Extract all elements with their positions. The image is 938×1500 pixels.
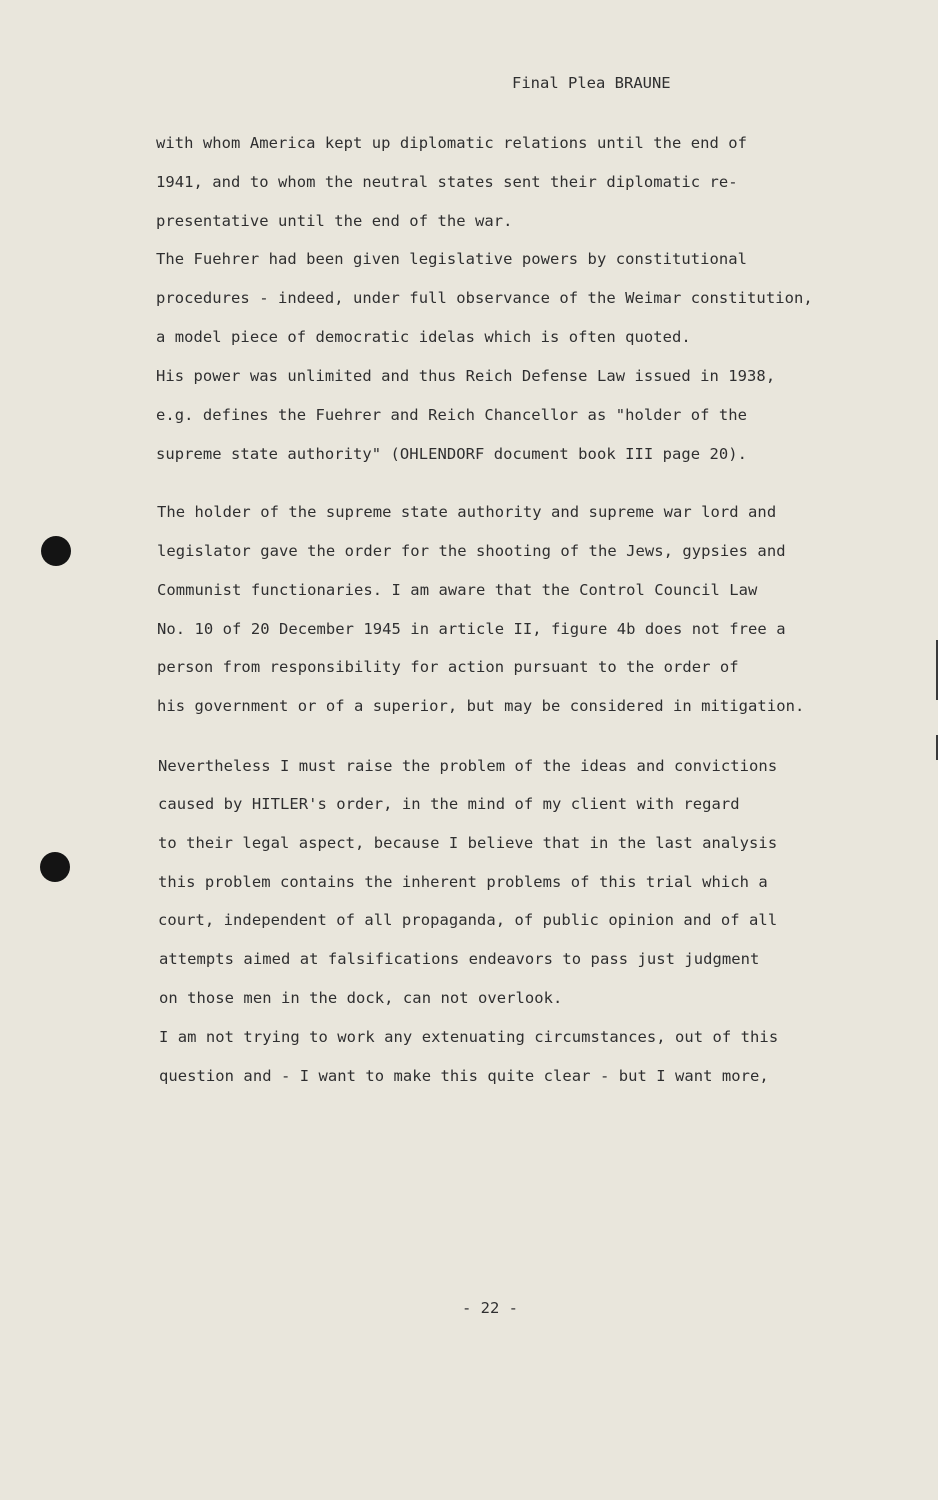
text-line: question and - I want to make this quite clear - but I want more, <box>159 1067 769 1085</box>
text-line: his government or of a superior, but may be considered in mitigation. <box>157 697 805 715</box>
text-line: The holder of the supreme state authority and supreme war lord and <box>157 503 777 521</box>
text-line: court, independent of all propaganda, of public opinion and of all <box>158 911 778 929</box>
text-line: His power was unlimited and thus Reich Defense Law issued in 1938, <box>156 367 776 385</box>
text-line: I am not trying to work any extenuating circumstances, out of this <box>159 1028 779 1046</box>
text-line: caused by HITLER's order, in the mind of my client with regard <box>158 795 740 813</box>
text-line: with whom America kept up diplomatic relations until the end of <box>156 134 748 152</box>
text-line: 1941, and to whom the neutral states sent their diplomatic re- <box>156 173 738 191</box>
text-line: Nevertheless I must raise the problem of the ideas and convictions <box>158 757 778 775</box>
text-line: this problem contains the inherent problems of this trial which a <box>158 873 768 891</box>
page-header: Final Plea BRAUNE <box>512 74 671 92</box>
text-line: Communist functionaries. I am aware that the Control Council Law <box>157 581 758 599</box>
text-line: e.g. defines the Fuehrer and Reich Chancellor as "holder of the <box>156 406 748 424</box>
punch-hole <box>40 852 70 882</box>
text-line: to their legal aspect, because I believe that in the last analysis <box>158 834 778 852</box>
text-line: supreme state authority" (OHLENDORF document book III page 20). <box>156 445 748 463</box>
text-line: No. 10 of 20 December 1945 in article II, figure 4b does not free a <box>157 620 786 638</box>
text-line: attempts aimed at falsifications endeavors to pass just judgment <box>159 950 760 968</box>
text-line: legislator gave the order for the shooting of the Jews, gypsies and <box>157 542 786 560</box>
text-line: person from responsibility for action pursuant to the order of <box>157 658 739 676</box>
page-number: - 22 - <box>462 1299 518 1317</box>
text-line: procedures - indeed, under full observance of the Weimar constitution, <box>156 289 813 307</box>
punch-hole <box>41 536 71 566</box>
text-line: presentative until the end of the war. <box>156 212 513 230</box>
text-line: a model piece of democratic idelas which is often quoted. <box>156 328 691 346</box>
text-line: on those men in the dock, can not overlook. <box>159 989 563 1007</box>
text-line: The Fuehrer had been given legislative powers by constitutional <box>156 250 748 268</box>
